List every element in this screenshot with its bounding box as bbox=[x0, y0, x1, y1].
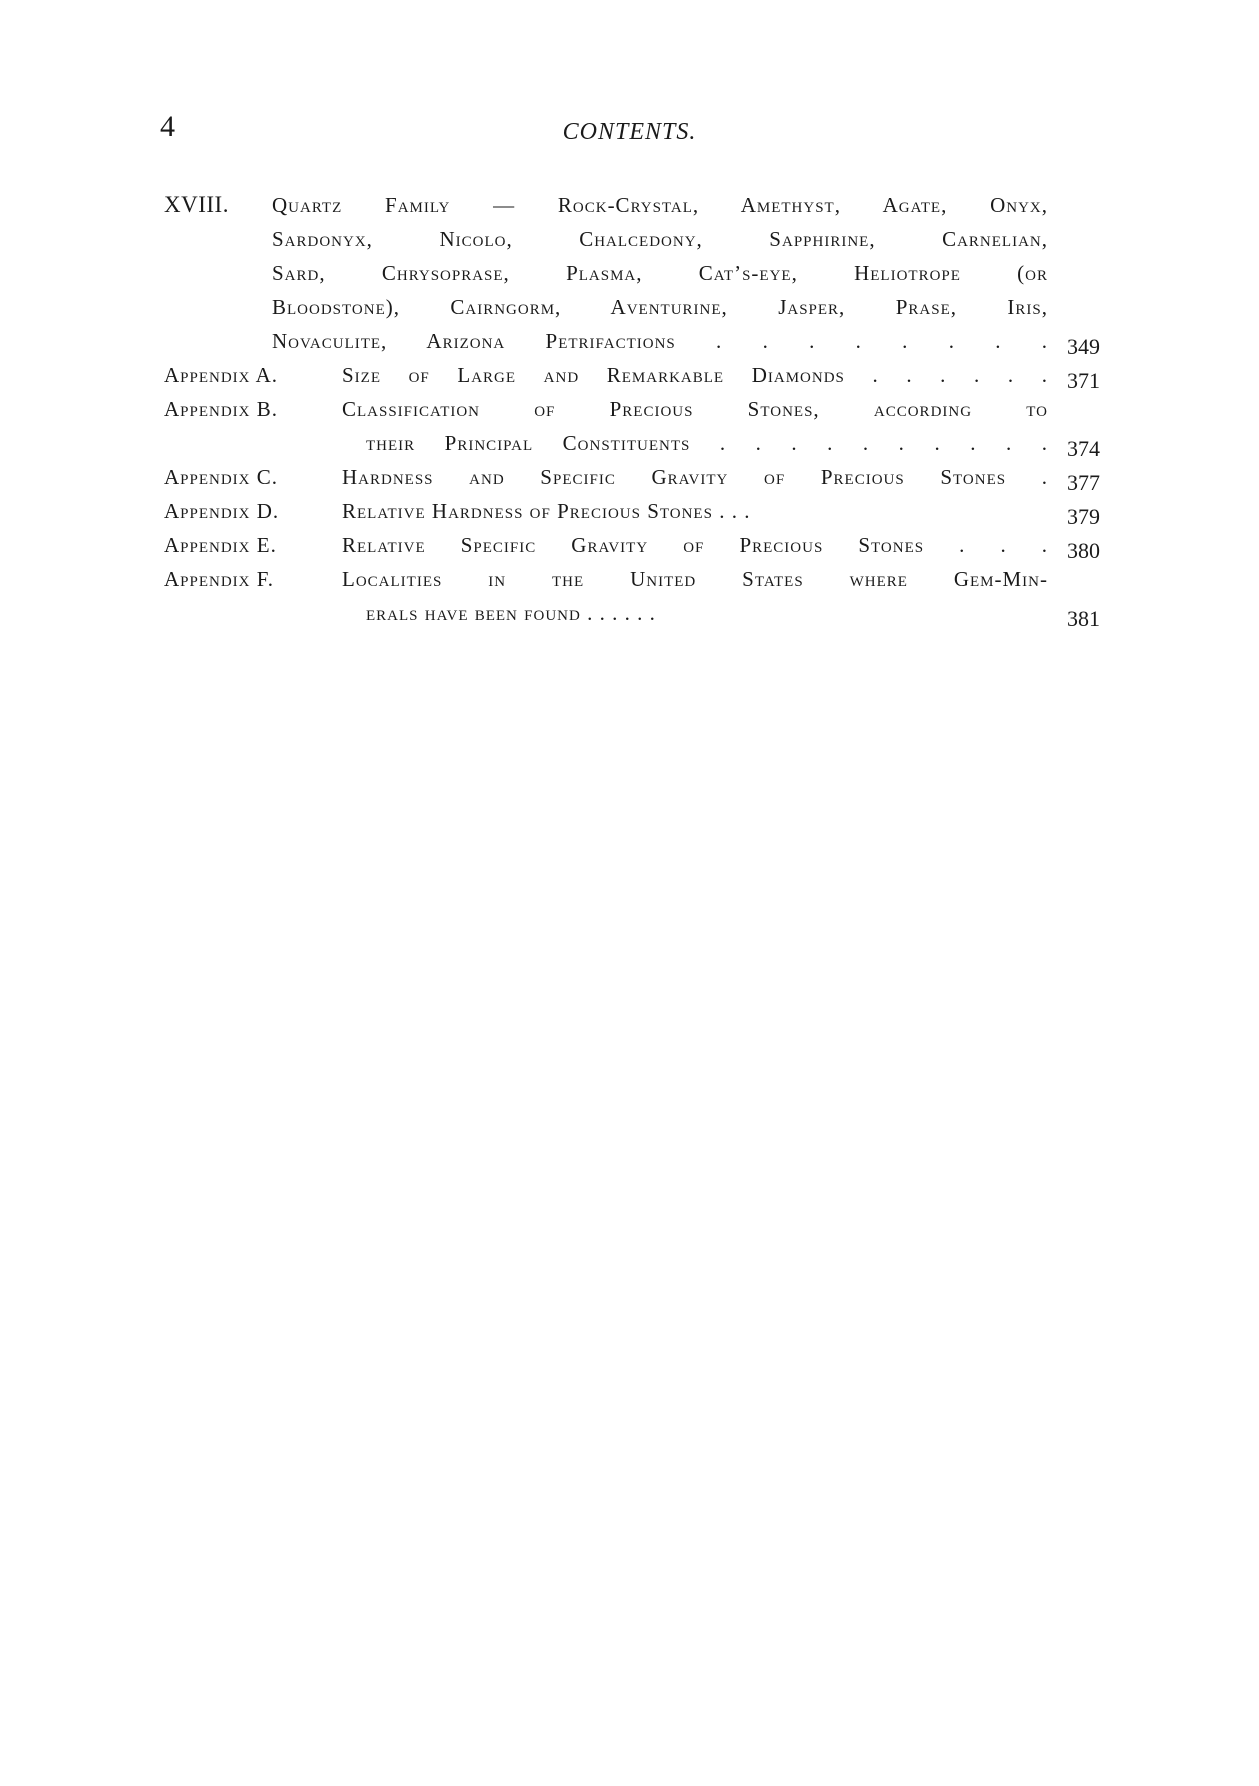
toc-entry-label: Appendix D. bbox=[164, 499, 280, 523]
toc-page-number: 349 bbox=[1067, 334, 1100, 359]
toc-line bbox=[164, 290, 1100, 324]
toc-line bbox=[164, 596, 1100, 630]
toc-entry-label: Appendix B. bbox=[164, 397, 279, 421]
toc-line bbox=[164, 562, 1100, 596]
toc-line bbox=[164, 256, 1100, 290]
toc-entry-label: Appendix E. bbox=[164, 533, 277, 557]
toc-entry-title-line: Novaculite, Arizona Petrifactions . . . . . . . . bbox=[272, 329, 1048, 353]
toc-entry-appendix-e bbox=[164, 528, 1100, 562]
toc-page-number: 374 bbox=[1067, 436, 1100, 461]
toc-entry-title-line: Size of Large and Remarkable Diamonds . . . . . . bbox=[342, 363, 1048, 387]
toc-line bbox=[164, 222, 1100, 256]
toc-entry-label: Appendix F. bbox=[164, 567, 275, 591]
toc-entry-title-line: their Principal Constituents . . . . . . . . . . bbox=[366, 431, 1048, 455]
toc-entry-label: XVIII. bbox=[164, 192, 229, 217]
toc-entry-title-line: Localities in the United States where Gem-Min- bbox=[342, 567, 1048, 591]
toc-entry-title-line: erals have been found . . . . . . bbox=[366, 601, 656, 625]
toc-entry-title-line: Hardness and Specific Gravity of Precious Stones . bbox=[342, 465, 1048, 489]
toc-entry-appendix-b bbox=[164, 392, 1100, 460]
toc-entry-title-line: Relative Specific Gravity of Precious Stones . . . bbox=[342, 533, 1048, 557]
toc-entry-title-line: Bloodstone), Cairngorm, Aventurine, Jasper, Prase, Iris, bbox=[272, 295, 1048, 319]
toc-entry-appendix-d bbox=[164, 494, 1100, 528]
toc-page-number: 371 bbox=[1067, 368, 1100, 393]
toc-entry-chapter-18 bbox=[164, 188, 1100, 358]
running-head: CONTENTS. bbox=[562, 119, 697, 145]
toc-entry-appendix-c bbox=[164, 460, 1100, 494]
toc-entry-title-line: Classification of Precious Stones, according to bbox=[342, 397, 1048, 421]
toc-line bbox=[164, 324, 1100, 358]
toc-entry-title-line: Quartz Family — Rock-Crystal, Amethyst, Agate, Onyx, bbox=[272, 193, 1048, 217]
toc-entry-label: Appendix C. bbox=[164, 465, 279, 489]
toc-line bbox=[164, 188, 1100, 222]
toc-entry-title-line: Sardonyx, Nicolo, Chalcedony, Sapphirine, Carnelian, bbox=[272, 227, 1048, 251]
toc-entry-appendix-a bbox=[164, 358, 1100, 392]
toc-line bbox=[164, 392, 1100, 426]
toc-line bbox=[164, 358, 1100, 392]
toc-entry-title-line: Relative Hardness of Precious Stones . . . bbox=[342, 499, 751, 523]
toc-page-number: 377 bbox=[1067, 470, 1100, 495]
toc-page-number: 380 bbox=[1067, 538, 1100, 563]
page-number: 4 bbox=[160, 110, 175, 143]
toc-entry-title-line: Sard, Chrysoprase, Plasma, Cat’s-eye, Heliotrope (or bbox=[272, 261, 1048, 285]
toc-line bbox=[164, 528, 1100, 562]
toc-page-number: 381 bbox=[1067, 606, 1100, 631]
toc-line bbox=[164, 460, 1100, 494]
toc-entry-label: Appendix A. bbox=[164, 363, 279, 387]
table-of-contents bbox=[164, 188, 1100, 630]
toc-entry-appendix-f bbox=[164, 562, 1100, 630]
toc-line bbox=[164, 494, 1100, 528]
toc-page-number: 379 bbox=[1067, 504, 1100, 529]
toc-line bbox=[164, 426, 1100, 460]
